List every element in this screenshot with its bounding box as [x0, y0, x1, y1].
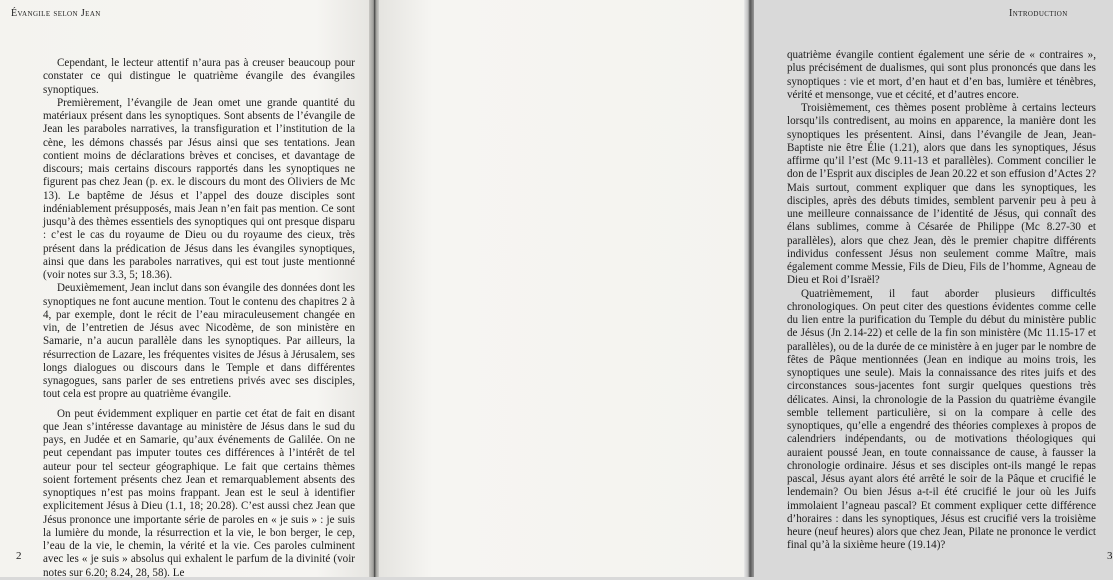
paragraph: Troisièmement, ces thèmes posent problème à certains lecteurs lorsqu’ils contredisent, au moins en apparence, la manière dont les synoptiques les présentent. Ainsi, dans l’évangile de Jean, Jean-Baptiste nie être Élie (1.21), alors que dans les synoptiques, Jésus affirme qu’il l’est (Mc 9.11-13 et parallèles). Comment concilier le don de l’Esprit aux disciples de Jean 20.22 et son effusion d’Actes 2? Mais surtout, comment expliquer que dans les synoptiques, les disciples, après des débuts timides, semblent parvenir peu à peu à une meilleure connaissance de l’identité de Jésus, qui connaît des élans sublimes, comme à Césarée de Philippe (Mc 8.27-30 et parallèles), alors que chez Jean, dès le premier chapitre différents individus confessent Jésus non seulement comme Maître, mais également comme Messie, Fils de Dieu, Fils de l’homme, Agneau de Dieu et Roi d’Israël?: [787, 102, 1096, 287]
left-page: [0, 0, 372, 577]
left-page-text: [43, 57, 355, 580]
page-number-right: 3: [1107, 550, 1113, 562]
running-head-left: Évangile selon Jean: [11, 8, 101, 19]
paragraph: Premièrement, l’évangile de Jean omet une grande quantité du matériaux présent dans les synoptiques. Sont absents de l’évangile de Jean les paraboles narratives, la transfiguration et l’institution de la cène, les démons chassés par Jésus ainsi que ses tentations. Jean contient moins de déclarations brèves et concises, et davantage de discours; mais certains discours rapportés dans les synoptiques ne figurent pas chez Jean (p. ex. le discours du mont des Oliviers de Mc 13). Le baptême de Jésus et l’appel des douze disciples sont indéniablement présupposés, mais Jean n’en fait pas mention. Ce sont jusqu’à des thèmes essentiels des synoptiques qui ont presque disparu : c’est le cas du royaume de Dieu ou du royaume des cieux, très présent dans la prédication de Jésus dans les évangiles synoptiques, ainsi que dans les paraboles narratives, qui est tout juste mentionné (voir notes sur 3.3, 5; 18.36).: [43, 96, 355, 281]
right-page-text: [787, 49, 1096, 553]
paragraph: Deuxièmement, Jean inclut dans son évangile des données dont les synoptiques ne font aucune mention. Tout le contenu des chapitres 2 à 4, par exemple, dont le récit de l’eau miraculeusement changée en vin, de l’entretien de Jésus avec Nicodème, de son ministère en Samarie, n’a aucun parallèle dans les synoptiques. Par ailleurs, la résurrection de Lazare, les fréquentes visites de Jésus à Jérusalem, ses longs dialogues ou discours dans le Temple et dans différentes synagogues, sans parler de ses entretiens privés avec ses disciples, tout cela est propre au quatrième évangile.: [43, 282, 355, 401]
paragraph: quatrième évangile contient également une série de « contraires », plus précisément de dualismes, qui sont plus prononcés que dans les synoptiques : vie et mort, d’en haut et d’en bas, lumière et ténèbres, vérité et mensonge, vue et cécité, et d’autres encore.: [787, 49, 1096, 101]
page-number-left: 2: [16, 550, 22, 562]
page-edge-shadow: [744, 0, 754, 577]
running-head-right: Introduction: [1009, 8, 1068, 19]
paragraph: On peut évidemment expliquer en partie cet état de fait en disant que Jean s’intéresse davantage au ministère de Jésus dans le sud du pays, en Judée et en Samarie, qu’aux événements de Galilée. On ne peut cependant pas imputer toutes ces différences à l’intérêt de tel auteur pour tel secteur géographique. Le fait que certains thèmes soient fortement présents chez Jean et remarquablement absents des synoptiques n’est pas moins frappant. Jean est le seul à identifier explicitement Jésus à Dieu (1.1, 18; 20.28). C’est aussi chez Jean que Jésus prononce une importante série de paroles en « je suis » : je suis la lumière du monde, la résurrection et la vie, le bon berger, le cep, l’eau de la vie, le chemin, la vérité et la vie. Ces paroles culminent avec les « je suis » absolus qui exhalent le parfum de la divinité (voir notes sur 6.20; 8.24, 28, 58). Le: [43, 407, 355, 579]
paragraph: Quatrièmement, il faut aborder plusieurs difficultés chronologiques. On peut citer des questions évidentes comme celle du lien entre la purification du Temple du début du ministère public de Jésus (Jn 2.14-22) et celle de la fin son ministère (Mc 11.15-17 et parallèles), ou de la durée de ce ministère à en juger par le nombre de fêtes de Pâque mentionnées (Jean en indique au moins trois, les synoptiques une seule). Mais la connaissance des rites juifs et des circonstances sous-jacentes font surgir quelques questions très délicates. Ainsi, la chronologie de la Passion du quatrième évangile semble tellement particulière, si on la compare à celle des synoptiques, qu’elle a engendré des théories complexes à propos de calendriers indépendants, ou de motivations théologiques qui auraient poussé Jean, en toute connaissance de cause, à fausser la chronologie ordinaire. Jésus et ses disciples ont-ils mangé le repas pascal, Jésus ayant alors été arrêté le soir de la Pâque et crucifié le lendemain? Ou bien Jésus a-t-il été crucifié le jour où les Juifs immolaient l’agneau pascal? Et comment expliquer cette différence d’horaires : dans les synoptiques, Jésus est crucifié vers la troisième heure (neuf heures) alors que chez Jean, Pilate ne prononce le verdict final qu’à la sixième heure (19.14)?: [787, 287, 1096, 552]
paragraph: Cependant, le lecteur attentif n’aura pas à creuser beaucoup pour constater ce qui distingue le quatrième évangile des évangiles synoptiques.: [43, 57, 355, 96]
book-gutter: [369, 0, 379, 577]
right-page: [376, 0, 1113, 577]
